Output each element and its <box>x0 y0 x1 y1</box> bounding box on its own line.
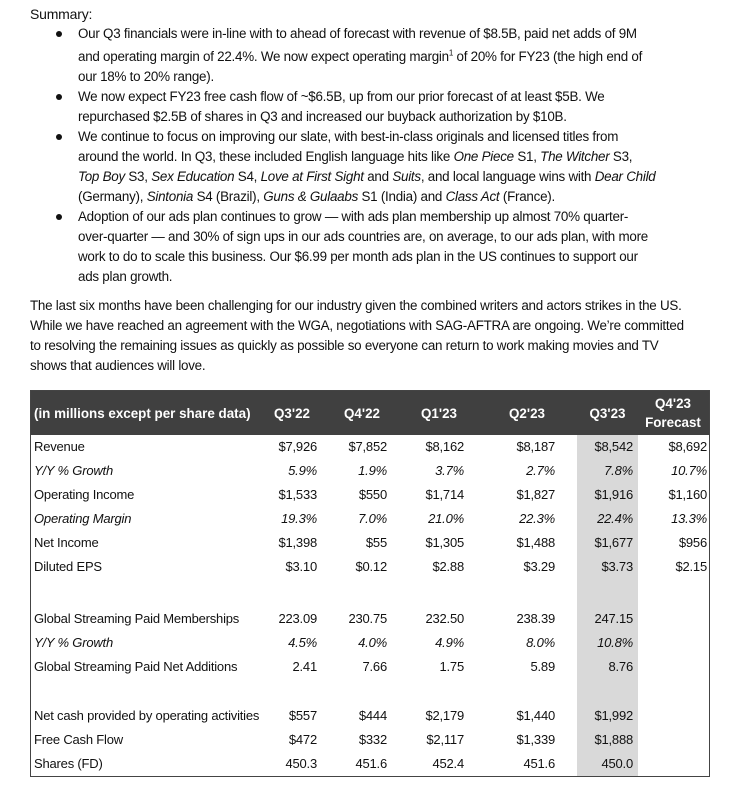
cell-value: 1.9% <box>358 463 387 478</box>
cell-value: $3.29 <box>523 559 555 574</box>
cell-value: 10.8% <box>597 635 633 650</box>
cell-value: $2.15 <box>675 559 707 574</box>
cell-value: $332 <box>358 732 387 747</box>
table-row <box>31 631 709 655</box>
cell-value: 5.9% <box>288 463 317 478</box>
header-col: Q1'23 <box>421 405 457 421</box>
header-col: Q3'23 <box>589 405 626 421</box>
cell-value: $2,117 <box>426 732 464 747</box>
cell-value: $2.88 <box>432 559 464 574</box>
header-col-line2: Forecast <box>645 415 701 430</box>
cell-value: $1,916 <box>594 487 633 502</box>
cell-value: 4.0% <box>358 635 387 650</box>
cell-value: $7,852 <box>348 439 387 454</box>
row-label: Revenue <box>34 439 85 454</box>
row-label: Operating Margin <box>34 511 132 526</box>
cell-value: 21.0% <box>428 511 464 526</box>
header-label: (in millions except per share data) <box>34 405 251 421</box>
header-col: Q2'23 <box>509 405 545 421</box>
cell-value: $8,187 <box>516 439 555 454</box>
cell-value: $550 <box>358 487 387 502</box>
table-row <box>31 507 709 531</box>
cell-value: $1,888 <box>594 732 633 747</box>
cell-value: 1.75 <box>439 659 464 674</box>
cell-value: 5.89 <box>530 659 555 674</box>
cell-value: 450.0 <box>601 756 633 771</box>
cell-value: $557 <box>288 708 317 723</box>
cell-value: 230.75 <box>348 611 387 626</box>
cell-value: 10.7% <box>671 463 707 478</box>
bullet-text: Our Q3 financials were in-line with to ahead of forecast with revenue of $8.5B, paid net adds of 9M and operating margin of 22.4%. We now expect operating margin$^1$ of 20% for FY23 (the high end of our 18% to 20% range). <box>78 26 643 85</box>
header-col: Q4'22 <box>344 405 380 421</box>
cell-value: 7.0% <box>358 511 387 526</box>
row-label: Net Income <box>34 535 99 550</box>
cell-value: $0.12 <box>355 559 387 574</box>
cell-value: $7,926 <box>278 439 317 454</box>
summary-bullet <box>0 127 656 207</box>
strikes-paragraph: The last six months have been challenging for our industry given the combined writers and actors strikes in the US. While we have reached an agreement with the WGA, negotiations with SAG-AFTRA are ongoing. We’re committed to resolving the remaining issues as quickly as possible so everyone can return to work making movies and TV shows that audiences will love. <box>30 298 684 373</box>
cell-value: 7.8% <box>604 463 633 478</box>
bullet-text: We now expect FY23 free cash flow of ~$6.5B, up from our prior forecast of at least $5B. We repurchased $2.5B of shares in Q3 and increased our buyback authorization by $10B. <box>78 89 605 125</box>
cell-value: $1,992 <box>594 708 633 723</box>
cell-value: 451.6 <box>523 756 555 771</box>
row-label: Diluted EPS <box>34 559 102 574</box>
cell-value: 13.3% <box>671 511 707 526</box>
table-row <box>31 531 709 555</box>
table-row <box>31 435 709 459</box>
cell-value: $472 <box>288 732 317 747</box>
cell-value: $1,714 <box>425 487 464 502</box>
table-row <box>31 728 709 752</box>
bullet-dot-icon <box>56 134 62 140</box>
cell-value: $956 <box>678 535 707 550</box>
cell-value: 247.15 <box>594 611 633 626</box>
summary-bullet-list <box>0 24 656 287</box>
table-row <box>31 752 709 776</box>
header-col-forecast <box>638 391 708 435</box>
bullet-text: We continue to focus on improving our slate, with best-in-class originals and licensed titles from around the world. In Q3, these included English language hits like One Piece S1, The Witcher S3, Top Boy S3, Sex Education S4, Love at First Sight and Suits, and local language wins with Dear Child (Germany), Sintonia S4 (Brazil), Guns & Gulaabs S1 (India) and Class Act (France). <box>78 129 656 205</box>
table-row <box>31 483 709 507</box>
cell-value: 4.9% <box>435 635 464 650</box>
cell-value: $3.10 <box>285 559 317 574</box>
cell-value: 2.7% <box>526 463 555 478</box>
cell-value: 223.09 <box>278 611 317 626</box>
summary-bullet <box>0 24 656 87</box>
cell-value: 19.3% <box>281 511 317 526</box>
cell-value: $1,339 <box>516 732 555 747</box>
cell-value: 238.39 <box>516 611 555 626</box>
cell-value: 8.0% <box>526 635 555 650</box>
cell-value: $1,398 <box>278 535 317 550</box>
cell-value: 22.4% <box>597 511 633 526</box>
header-col: Q3'22 <box>274 405 310 421</box>
cell-value: $1,677 <box>594 535 633 550</box>
table-row <box>31 607 709 631</box>
cell-value: $55 <box>365 535 387 550</box>
cell-value: 4.5% <box>288 635 317 650</box>
cell-value: 450.3 <box>285 756 317 771</box>
cell-value: $1,440 <box>516 708 555 723</box>
cell-value: 22.3% <box>519 511 555 526</box>
table-row <box>31 655 709 679</box>
cell-value: $1,488 <box>516 535 555 550</box>
cell-value: 2.41 <box>292 659 317 674</box>
cell-value: $1,533 <box>278 487 317 502</box>
bullet-dot-icon <box>56 94 62 100</box>
table-row <box>31 459 709 483</box>
financials-table <box>30 390 710 777</box>
cell-value: $1,160 <box>668 487 707 502</box>
cell-value: 232.50 <box>425 611 464 626</box>
summary-bullet <box>0 87 656 127</box>
row-label: Net cash provided by operating activities <box>34 708 260 723</box>
cell-value: $1,305 <box>425 535 464 550</box>
row-label: Operating Income <box>34 487 135 502</box>
cell-value: $8,542 <box>594 439 633 454</box>
cell-value: $8,162 <box>425 439 464 454</box>
bullet-dot-icon <box>56 31 62 37</box>
row-label: Y/Y % Growth <box>34 463 114 478</box>
bullet-dot-icon <box>56 214 62 220</box>
header-col-line1: Q4'23 <box>655 396 691 411</box>
summary-bullet <box>0 207 656 287</box>
table-row <box>31 704 709 728</box>
cell-value: 451.6 <box>355 756 387 771</box>
cell-value: 8.76 <box>608 659 633 674</box>
cell-value: $1,827 <box>516 487 555 502</box>
cell-value: 3.7% <box>435 463 464 478</box>
cell-value: $8,692 <box>668 439 707 454</box>
row-label: Global Streaming Paid Memberships <box>34 611 240 626</box>
cell-value: $444 <box>358 708 387 723</box>
row-label: Shares (FD) <box>34 756 103 771</box>
row-label: Y/Y % Growth <box>34 635 114 650</box>
cell-value: 7.66 <box>362 659 387 674</box>
bullet-text: Adoption of our ads plan continues to grow — with ads plan membership up almost 70% quarter-over-quarter — and 30% of sign ups in our ads countries are, on average, to our ads plan, with more work to do to scale this business. Our $6.99 per month ads plan in the US continues to support our ads plan growth. <box>78 209 648 285</box>
table-row <box>31 555 709 579</box>
cell-value: 452.4 <box>432 756 464 771</box>
cell-value: $2,179 <box>425 708 464 723</box>
cell-value: $3.73 <box>601 559 633 574</box>
row-label: Global Streaming Paid Net Additions <box>34 659 238 674</box>
row-label: Free Cash Flow <box>34 732 123 747</box>
summary-heading: Summary: <box>30 6 93 22</box>
table-header <box>31 391 709 435</box>
